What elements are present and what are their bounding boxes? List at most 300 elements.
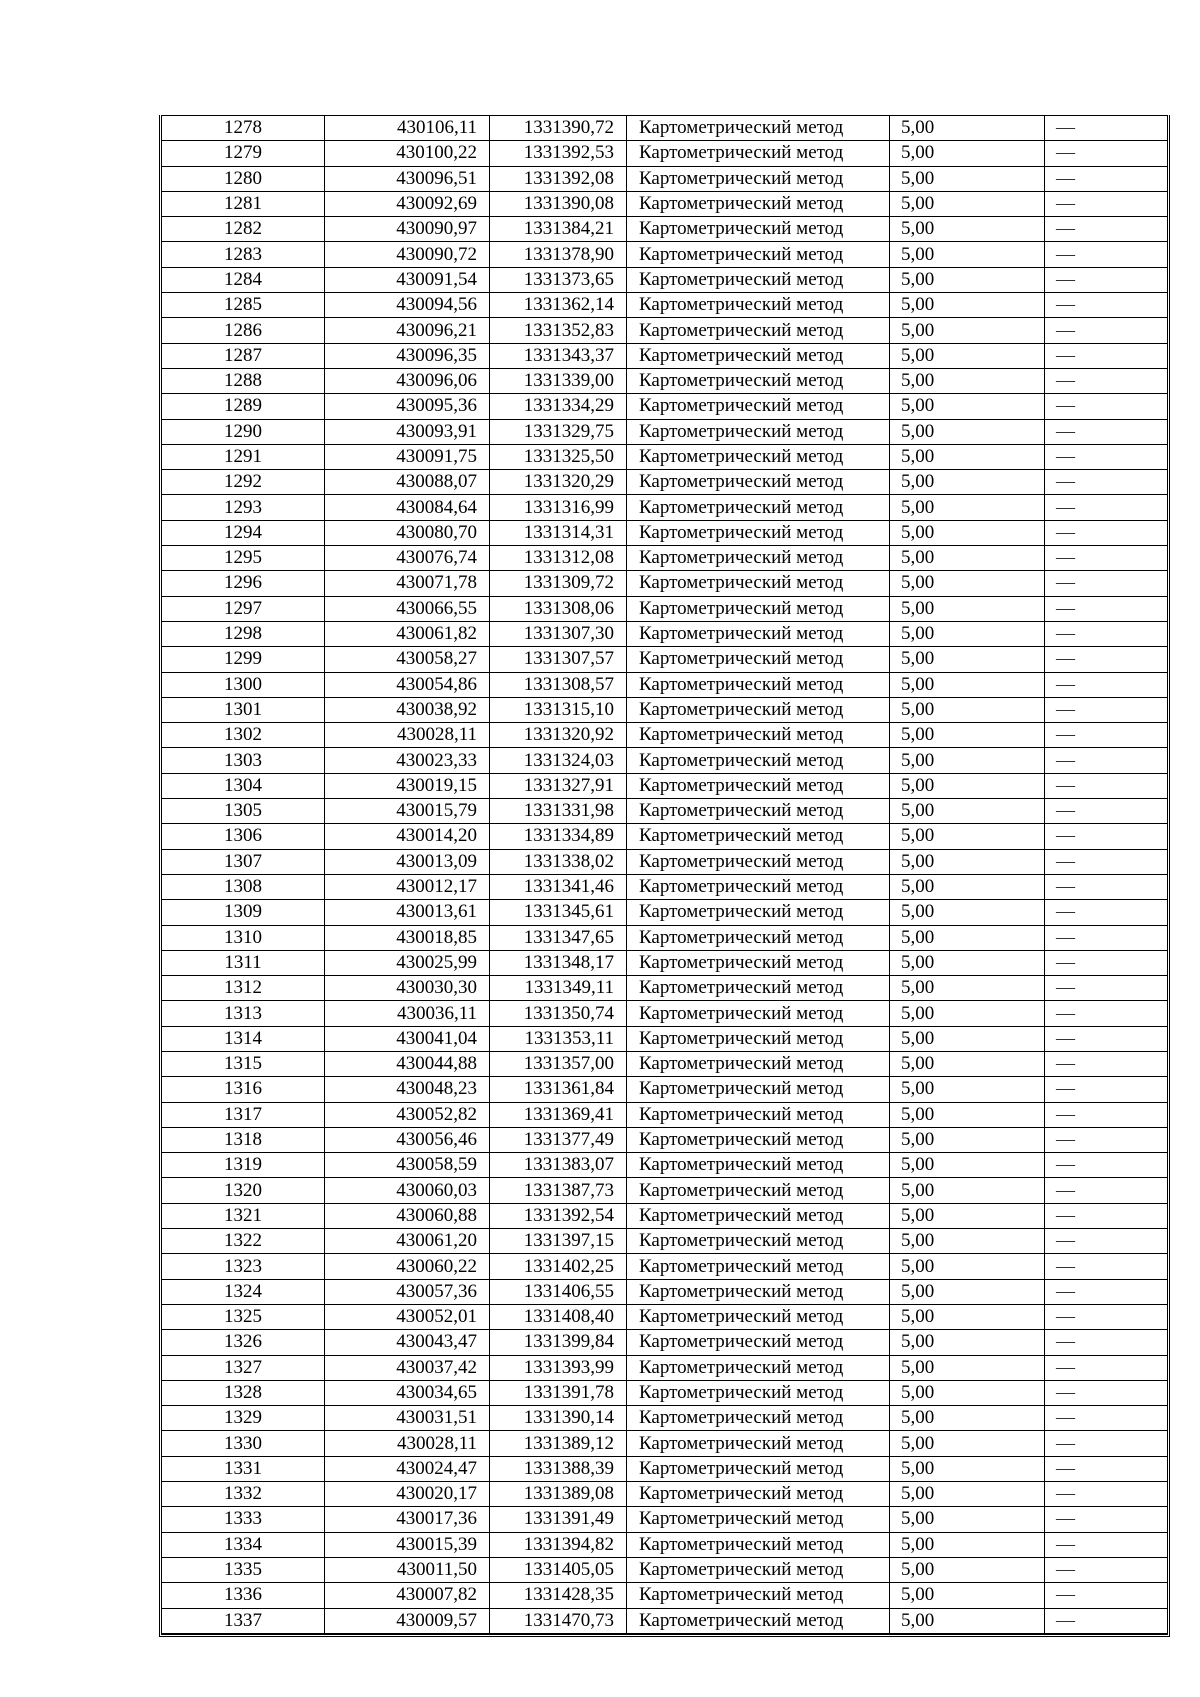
point-number-cell: 1330 <box>162 1431 325 1456</box>
x-coordinate-cell: 430060,88 <box>325 1203 490 1228</box>
point-number-cell: 1329 <box>162 1406 325 1431</box>
y-coordinate-cell: 1331316,99 <box>490 495 627 520</box>
point-number-cell: 1335 <box>162 1557 325 1582</box>
method-cell: Картометрический метод <box>627 470 890 495</box>
x-coordinate-cell: 430088,07 <box>325 470 490 495</box>
x-coordinate-cell: 430054,86 <box>325 672 490 697</box>
precision-cell: 5,00 <box>890 571 1045 596</box>
description-cell: — <box>1045 1127 1168 1152</box>
table-row <box>162 672 1167 697</box>
precision-cell: 5,00 <box>890 419 1045 444</box>
method-cell: Картометрический метод <box>627 1229 890 1254</box>
description-cell: — <box>1045 1557 1168 1582</box>
x-coordinate-cell: 430091,54 <box>325 267 490 292</box>
method-cell: Картометрический метод <box>627 925 890 950</box>
table-row <box>162 900 1167 925</box>
table-row <box>162 267 1167 292</box>
table-row <box>162 596 1167 621</box>
description-cell: — <box>1045 546 1168 571</box>
method-cell: Картометрический метод <box>627 242 890 267</box>
method-cell: Картометрический метод <box>627 217 890 242</box>
method-cell: Картометрический метод <box>627 520 890 545</box>
table-row <box>162 874 1167 899</box>
point-number-cell: 1333 <box>162 1507 325 1532</box>
method-cell: Картометрический метод <box>627 1608 890 1633</box>
point-number-cell: 1334 <box>162 1532 325 1557</box>
x-coordinate-cell: 430031,51 <box>325 1406 490 1431</box>
description-cell: — <box>1045 900 1168 925</box>
method-cell: Картометрический метод <box>627 116 890 141</box>
y-coordinate-cell: 1331389,08 <box>490 1482 627 1507</box>
description-cell: — <box>1045 1051 1168 1076</box>
table-row <box>162 1456 1167 1481</box>
method-cell: Картометрический метод <box>627 1355 890 1380</box>
description-cell: — <box>1045 368 1168 393</box>
precision-cell: 5,00 <box>890 1304 1045 1329</box>
precision-cell: 5,00 <box>890 1203 1045 1228</box>
method-cell: Картометрический метод <box>627 444 890 469</box>
method-cell: Картометрический метод <box>627 773 890 798</box>
x-coordinate-cell: 430095,36 <box>325 394 490 419</box>
x-coordinate-cell: 430028,11 <box>325 1431 490 1456</box>
description-cell: — <box>1045 874 1168 899</box>
method-cell: Картометрический метод <box>627 1406 890 1431</box>
method-cell: Картометрический метод <box>627 950 890 975</box>
y-coordinate-cell: 1331392,53 <box>490 141 627 166</box>
table-row <box>162 1532 1167 1557</box>
description-cell: — <box>1045 950 1168 975</box>
y-coordinate-cell: 1331353,11 <box>490 1026 627 1051</box>
x-coordinate-cell: 430009,57 <box>325 1608 490 1633</box>
point-number-cell: 1311 <box>162 950 325 975</box>
point-number-cell: 1314 <box>162 1026 325 1051</box>
method-cell: Картометрический метод <box>627 799 890 824</box>
precision-cell: 5,00 <box>890 925 1045 950</box>
x-coordinate-cell: 430096,35 <box>325 343 490 368</box>
y-coordinate-cell: 1331312,08 <box>490 546 627 571</box>
y-coordinate-cell: 1331383,07 <box>490 1153 627 1178</box>
method-cell: Картометрический метод <box>627 1456 890 1481</box>
x-coordinate-cell: 430100,22 <box>325 141 490 166</box>
point-number-cell: 1308 <box>162 874 325 899</box>
description-cell: — <box>1045 1355 1168 1380</box>
y-coordinate-cell: 1331388,39 <box>490 1456 627 1481</box>
y-coordinate-cell: 1331390,14 <box>490 1406 627 1431</box>
precision-cell: 5,00 <box>890 470 1045 495</box>
description-cell: — <box>1045 1380 1168 1405</box>
point-number-cell: 1320 <box>162 1178 325 1203</box>
method-cell: Картометрический метод <box>627 1279 890 1304</box>
method-cell: Картометрический метод <box>627 900 890 925</box>
description-cell: — <box>1045 773 1168 798</box>
precision-cell: 5,00 <box>890 394 1045 419</box>
description-cell: — <box>1045 242 1168 267</box>
x-coordinate-cell: 430043,47 <box>325 1330 490 1355</box>
precision-cell: 5,00 <box>890 621 1045 646</box>
description-cell: — <box>1045 394 1168 419</box>
description-cell: — <box>1045 1279 1168 1304</box>
description-cell: — <box>1045 191 1168 216</box>
precision-cell: 5,00 <box>890 1557 1045 1582</box>
point-number-cell: 1284 <box>162 267 325 292</box>
table-row <box>162 419 1167 444</box>
point-number-cell: 1315 <box>162 1051 325 1076</box>
description-cell: — <box>1045 1026 1168 1051</box>
description-cell: — <box>1045 849 1168 874</box>
description-cell: — <box>1045 1431 1168 1456</box>
description-cell: — <box>1045 723 1168 748</box>
table-row <box>162 1001 1167 1026</box>
point-number-cell: 1318 <box>162 1127 325 1152</box>
description-cell: — <box>1045 672 1168 697</box>
precision-cell: 5,00 <box>890 318 1045 343</box>
point-number-cell: 1282 <box>162 217 325 242</box>
y-coordinate-cell: 1331399,84 <box>490 1330 627 1355</box>
method-cell: Картометрический метод <box>627 1077 890 1102</box>
point-number-cell: 1285 <box>162 293 325 318</box>
point-number-cell: 1300 <box>162 672 325 697</box>
precision-cell: 5,00 <box>890 1456 1045 1481</box>
x-coordinate-cell: 430007,82 <box>325 1583 490 1608</box>
precision-cell: 5,00 <box>890 723 1045 748</box>
method-cell: Картометрический метод <box>627 1127 890 1152</box>
y-coordinate-cell: 1331339,00 <box>490 368 627 393</box>
x-coordinate-cell: 430061,82 <box>325 621 490 646</box>
table-row <box>162 723 1167 748</box>
precision-cell: 5,00 <box>890 520 1045 545</box>
table-row <box>162 1406 1167 1431</box>
x-coordinate-cell: 430013,61 <box>325 900 490 925</box>
y-coordinate-cell: 1331378,90 <box>490 242 627 267</box>
precision-cell: 5,00 <box>890 1102 1045 1127</box>
y-coordinate-cell: 1331350,74 <box>490 1001 627 1026</box>
x-coordinate-cell: 430094,56 <box>325 293 490 318</box>
coordinates-table-body <box>162 116 1167 1634</box>
precision-cell: 5,00 <box>890 293 1045 318</box>
precision-cell: 5,00 <box>890 1279 1045 1304</box>
precision-cell: 5,00 <box>890 191 1045 216</box>
x-coordinate-cell: 430014,20 <box>325 824 490 849</box>
y-coordinate-cell: 1331308,06 <box>490 596 627 621</box>
x-coordinate-cell: 430018,85 <box>325 925 490 950</box>
x-coordinate-cell: 430028,11 <box>325 723 490 748</box>
y-coordinate-cell: 1331387,73 <box>490 1178 627 1203</box>
table-row <box>162 1330 1167 1355</box>
description-cell: — <box>1045 697 1168 722</box>
description-cell: — <box>1045 166 1168 191</box>
method-cell: Картометрический метод <box>627 1532 890 1557</box>
y-coordinate-cell: 1331334,89 <box>490 824 627 849</box>
precision-cell: 5,00 <box>890 647 1045 672</box>
precision-cell: 5,00 <box>890 116 1045 141</box>
table-row <box>162 1608 1167 1633</box>
precision-cell: 5,00 <box>890 141 1045 166</box>
coordinates-table <box>162 115 1167 1634</box>
table-row <box>162 166 1167 191</box>
x-coordinate-cell: 430011,50 <box>325 1557 490 1582</box>
description-cell: — <box>1045 116 1168 141</box>
precision-cell: 5,00 <box>890 217 1045 242</box>
x-coordinate-cell: 430017,36 <box>325 1507 490 1532</box>
description-cell: — <box>1045 1178 1168 1203</box>
method-cell: Картометрический метод <box>627 191 890 216</box>
precision-cell: 5,00 <box>890 950 1045 975</box>
description-cell: — <box>1045 748 1168 773</box>
point-number-cell: 1309 <box>162 900 325 925</box>
y-coordinate-cell: 1331349,11 <box>490 976 627 1001</box>
point-number-cell: 1295 <box>162 546 325 571</box>
precision-cell: 5,00 <box>890 1355 1045 1380</box>
y-coordinate-cell: 1331392,54 <box>490 1203 627 1228</box>
x-coordinate-cell: 430015,39 <box>325 1532 490 1557</box>
y-coordinate-cell: 1331320,29 <box>490 470 627 495</box>
point-number-cell: 1321 <box>162 1203 325 1228</box>
x-coordinate-cell: 430044,88 <box>325 1051 490 1076</box>
x-coordinate-cell: 430058,59 <box>325 1153 490 1178</box>
point-number-cell: 1326 <box>162 1330 325 1355</box>
y-coordinate-cell: 1331373,65 <box>490 267 627 292</box>
point-number-cell: 1322 <box>162 1229 325 1254</box>
method-cell: Картометрический метод <box>627 647 890 672</box>
y-coordinate-cell: 1331393,99 <box>490 1355 627 1380</box>
coordinates-table-container <box>159 115 1170 1637</box>
method-cell: Картометрический метод <box>627 1304 890 1329</box>
table-row <box>162 647 1167 672</box>
method-cell: Картометрический метод <box>627 1431 890 1456</box>
y-coordinate-cell: 1331384,21 <box>490 217 627 242</box>
table-row <box>162 1355 1167 1380</box>
precision-cell: 5,00 <box>890 1051 1045 1076</box>
description-cell: — <box>1045 495 1168 520</box>
description-cell: — <box>1045 647 1168 672</box>
table-row <box>162 1077 1167 1102</box>
point-number-cell: 1312 <box>162 976 325 1001</box>
y-coordinate-cell: 1331352,83 <box>490 318 627 343</box>
table-row <box>162 976 1167 1001</box>
point-number-cell: 1279 <box>162 141 325 166</box>
y-coordinate-cell: 1331329,75 <box>490 419 627 444</box>
description-cell: — <box>1045 596 1168 621</box>
description-cell: — <box>1045 293 1168 318</box>
method-cell: Картометрический метод <box>627 1330 890 1355</box>
precision-cell: 5,00 <box>890 1330 1045 1355</box>
x-coordinate-cell: 430071,78 <box>325 571 490 596</box>
x-coordinate-cell: 430093,91 <box>325 419 490 444</box>
y-coordinate-cell: 1331470,73 <box>490 1608 627 1633</box>
method-cell: Картометрический метод <box>627 368 890 393</box>
precision-cell: 5,00 <box>890 343 1045 368</box>
method-cell: Картометрический метод <box>627 1001 890 1026</box>
point-number-cell: 1304 <box>162 773 325 798</box>
method-cell: Картометрический метод <box>627 293 890 318</box>
y-coordinate-cell: 1331391,49 <box>490 1507 627 1532</box>
x-coordinate-cell: 430052,01 <box>325 1304 490 1329</box>
description-cell: — <box>1045 1330 1168 1355</box>
table-row <box>162 116 1167 141</box>
description-cell: — <box>1045 343 1168 368</box>
method-cell: Картометрический метод <box>627 1102 890 1127</box>
description-cell: — <box>1045 217 1168 242</box>
method-cell: Картометрический метод <box>627 672 890 697</box>
table-row <box>162 1583 1167 1608</box>
y-coordinate-cell: 1331320,92 <box>490 723 627 748</box>
y-coordinate-cell: 1331391,78 <box>490 1380 627 1405</box>
description-cell: — <box>1045 1254 1168 1279</box>
precision-cell: 5,00 <box>890 1153 1045 1178</box>
point-number-cell: 1316 <box>162 1077 325 1102</box>
point-number-cell: 1325 <box>162 1304 325 1329</box>
y-coordinate-cell: 1331362,14 <box>490 293 627 318</box>
description-cell: — <box>1045 1507 1168 1532</box>
x-coordinate-cell: 430058,27 <box>325 647 490 672</box>
precision-cell: 5,00 <box>890 697 1045 722</box>
description-cell: — <box>1045 621 1168 646</box>
description-cell: — <box>1045 520 1168 545</box>
table-row <box>162 621 1167 646</box>
precision-cell: 5,00 <box>890 874 1045 899</box>
table-row <box>162 1482 1167 1507</box>
description-cell: — <box>1045 1203 1168 1228</box>
table-row <box>162 824 1167 849</box>
table-row <box>162 571 1167 596</box>
table-row <box>162 925 1167 950</box>
description-cell: — <box>1045 1102 1168 1127</box>
y-coordinate-cell: 1331307,57 <box>490 647 627 672</box>
method-cell: Картометрический метод <box>627 546 890 571</box>
precision-cell: 5,00 <box>890 1532 1045 1557</box>
precision-cell: 5,00 <box>890 1001 1045 1026</box>
x-coordinate-cell: 430041,04 <box>325 1026 490 1051</box>
precision-cell: 5,00 <box>890 1431 1045 1456</box>
y-coordinate-cell: 1331341,46 <box>490 874 627 899</box>
x-coordinate-cell: 430106,11 <box>325 116 490 141</box>
precision-cell: 5,00 <box>890 773 1045 798</box>
method-cell: Картометрический метод <box>627 1380 890 1405</box>
method-cell: Картометрический метод <box>627 976 890 1001</box>
table-row <box>162 343 1167 368</box>
x-coordinate-cell: 430060,03 <box>325 1178 490 1203</box>
table-row <box>162 1229 1167 1254</box>
description-cell: — <box>1045 1406 1168 1431</box>
point-number-cell: 1306 <box>162 824 325 849</box>
precision-cell: 5,00 <box>890 444 1045 469</box>
precision-cell: 5,00 <box>890 1406 1045 1431</box>
table-row <box>162 394 1167 419</box>
method-cell: Картометрический метод <box>627 267 890 292</box>
method-cell: Картометрический метод <box>627 1557 890 1582</box>
x-coordinate-cell: 430092,69 <box>325 191 490 216</box>
y-coordinate-cell: 1331315,10 <box>490 697 627 722</box>
x-coordinate-cell: 430037,42 <box>325 1355 490 1380</box>
table-row <box>162 1557 1167 1582</box>
table-row <box>162 799 1167 824</box>
method-cell: Картометрический метод <box>627 343 890 368</box>
description-cell: — <box>1045 318 1168 343</box>
point-number-cell: 1336 <box>162 1583 325 1608</box>
precision-cell: 5,00 <box>890 368 1045 393</box>
point-number-cell: 1278 <box>162 116 325 141</box>
point-number-cell: 1298 <box>162 621 325 646</box>
x-coordinate-cell: 430061,20 <box>325 1229 490 1254</box>
table-row <box>162 1507 1167 1532</box>
x-coordinate-cell: 430066,55 <box>325 596 490 621</box>
method-cell: Картометрический метод <box>627 1507 890 1532</box>
x-coordinate-cell: 430096,06 <box>325 368 490 393</box>
point-number-cell: 1286 <box>162 318 325 343</box>
table-row <box>162 1380 1167 1405</box>
method-cell: Картометрический метод <box>627 166 890 191</box>
y-coordinate-cell: 1331324,03 <box>490 748 627 773</box>
precision-cell: 5,00 <box>890 976 1045 1001</box>
point-number-cell: 1291 <box>162 444 325 469</box>
table-row <box>162 950 1167 975</box>
y-coordinate-cell: 1331369,41 <box>490 1102 627 1127</box>
description-cell: — <box>1045 419 1168 444</box>
point-number-cell: 1281 <box>162 191 325 216</box>
x-coordinate-cell: 430019,15 <box>325 773 490 798</box>
precision-cell: 5,00 <box>890 1178 1045 1203</box>
precision-cell: 5,00 <box>890 748 1045 773</box>
point-number-cell: 1307 <box>162 849 325 874</box>
precision-cell: 5,00 <box>890 824 1045 849</box>
point-number-cell: 1331 <box>162 1456 325 1481</box>
method-cell: Картометрический метод <box>627 849 890 874</box>
description-cell: — <box>1045 1482 1168 1507</box>
method-cell: Картометрический метод <box>627 596 890 621</box>
y-coordinate-cell: 1331389,12 <box>490 1431 627 1456</box>
x-coordinate-cell: 430057,36 <box>325 1279 490 1304</box>
x-coordinate-cell: 430060,22 <box>325 1254 490 1279</box>
point-number-cell: 1310 <box>162 925 325 950</box>
x-coordinate-cell: 430091,75 <box>325 444 490 469</box>
point-number-cell: 1317 <box>162 1102 325 1127</box>
table-row <box>162 191 1167 216</box>
precision-cell: 5,00 <box>890 799 1045 824</box>
point-number-cell: 1288 <box>162 368 325 393</box>
table-row <box>162 546 1167 571</box>
x-coordinate-cell: 430012,17 <box>325 874 490 899</box>
y-coordinate-cell: 1331343,37 <box>490 343 627 368</box>
description-cell: — <box>1045 799 1168 824</box>
method-cell: Картометрический метод <box>627 1254 890 1279</box>
y-coordinate-cell: 1331325,50 <box>490 444 627 469</box>
precision-cell: 5,00 <box>890 267 1045 292</box>
table-row <box>162 748 1167 773</box>
x-coordinate-cell: 430096,51 <box>325 166 490 191</box>
y-coordinate-cell: 1331334,29 <box>490 394 627 419</box>
table-row <box>162 1431 1167 1456</box>
point-number-cell: 1337 <box>162 1608 325 1633</box>
description-cell: — <box>1045 267 1168 292</box>
y-coordinate-cell: 1331408,40 <box>490 1304 627 1329</box>
precision-cell: 5,00 <box>890 546 1045 571</box>
method-cell: Картометрический метод <box>627 394 890 419</box>
precision-cell: 5,00 <box>890 900 1045 925</box>
method-cell: Картометрический метод <box>627 748 890 773</box>
y-coordinate-cell: 1331314,31 <box>490 520 627 545</box>
method-cell: Картометрический метод <box>627 824 890 849</box>
point-number-cell: 1305 <box>162 799 325 824</box>
precision-cell: 5,00 <box>890 1583 1045 1608</box>
point-number-cell: 1324 <box>162 1279 325 1304</box>
description-cell: — <box>1045 1077 1168 1102</box>
point-number-cell: 1301 <box>162 697 325 722</box>
y-coordinate-cell: 1331377,49 <box>490 1127 627 1152</box>
point-number-cell: 1289 <box>162 394 325 419</box>
y-coordinate-cell: 1331357,00 <box>490 1051 627 1076</box>
description-cell: — <box>1045 976 1168 1001</box>
x-coordinate-cell: 430076,74 <box>325 546 490 571</box>
